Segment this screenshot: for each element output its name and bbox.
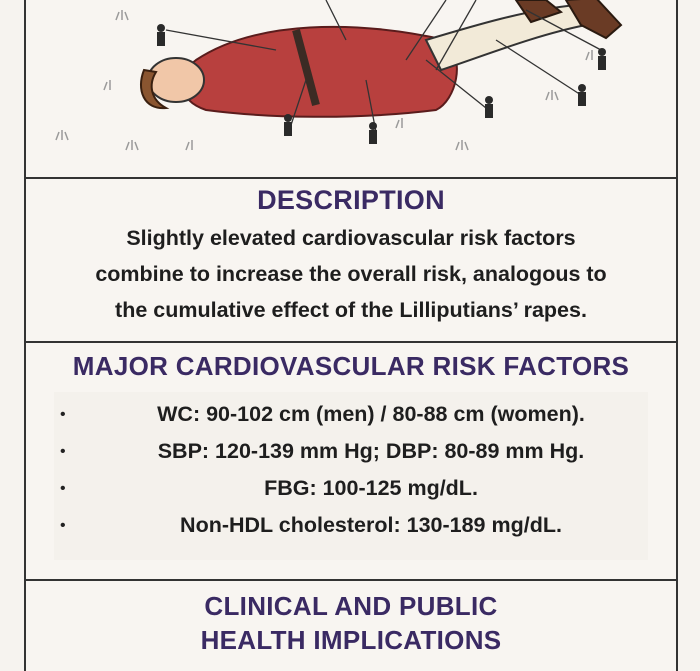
risk-factor-text: SBP: 120-139 mm Hg; DBP: 80-89 mm Hg. (157, 439, 585, 463)
implications-title (26, 589, 676, 657)
bullet-icon: • (60, 480, 66, 497)
risk-factor-text: Non-HDL cholesterol: 130-189 mg/dL. (180, 513, 562, 537)
description-line: Slightly elevated cardiovascular risk factors (126, 226, 576, 250)
description-body (26, 220, 676, 328)
list-item (54, 435, 648, 473)
implications-title-line: CLINICAL AND PUBLIC (204, 591, 498, 621)
bullet-icon: • (60, 406, 66, 423)
bullet-icon: • (60, 517, 66, 534)
list-item (54, 398, 648, 436)
list-item (54, 509, 648, 547)
description-section (24, 179, 678, 343)
illustration-panel (24, 0, 678, 179)
gulliver-bound-illustration (26, 0, 676, 177)
description-title: DESCRIPTION (257, 185, 445, 215)
list-item (54, 472, 648, 510)
bullet-icon: • (60, 443, 66, 460)
risk-factors-section (24, 343, 678, 581)
risk-factor-text: FBG: 100-125 mg/dL. (264, 476, 478, 500)
implications-section (24, 581, 678, 671)
risk-factors-list (54, 392, 648, 560)
description-line: the cumulative effect of the Lilliputians’ rapes. (115, 298, 587, 322)
description-line: combine to increase the overall risk, analogous to (95, 262, 607, 286)
risk-factor-text: WC: 90-102 cm (men) / 80-88 cm (women). (157, 402, 585, 426)
risk-factors-title: MAJOR CARDIOVASCULAR RISK FACTORS (72, 351, 630, 381)
implications-title-line: HEALTH IMPLICATIONS (200, 625, 502, 655)
